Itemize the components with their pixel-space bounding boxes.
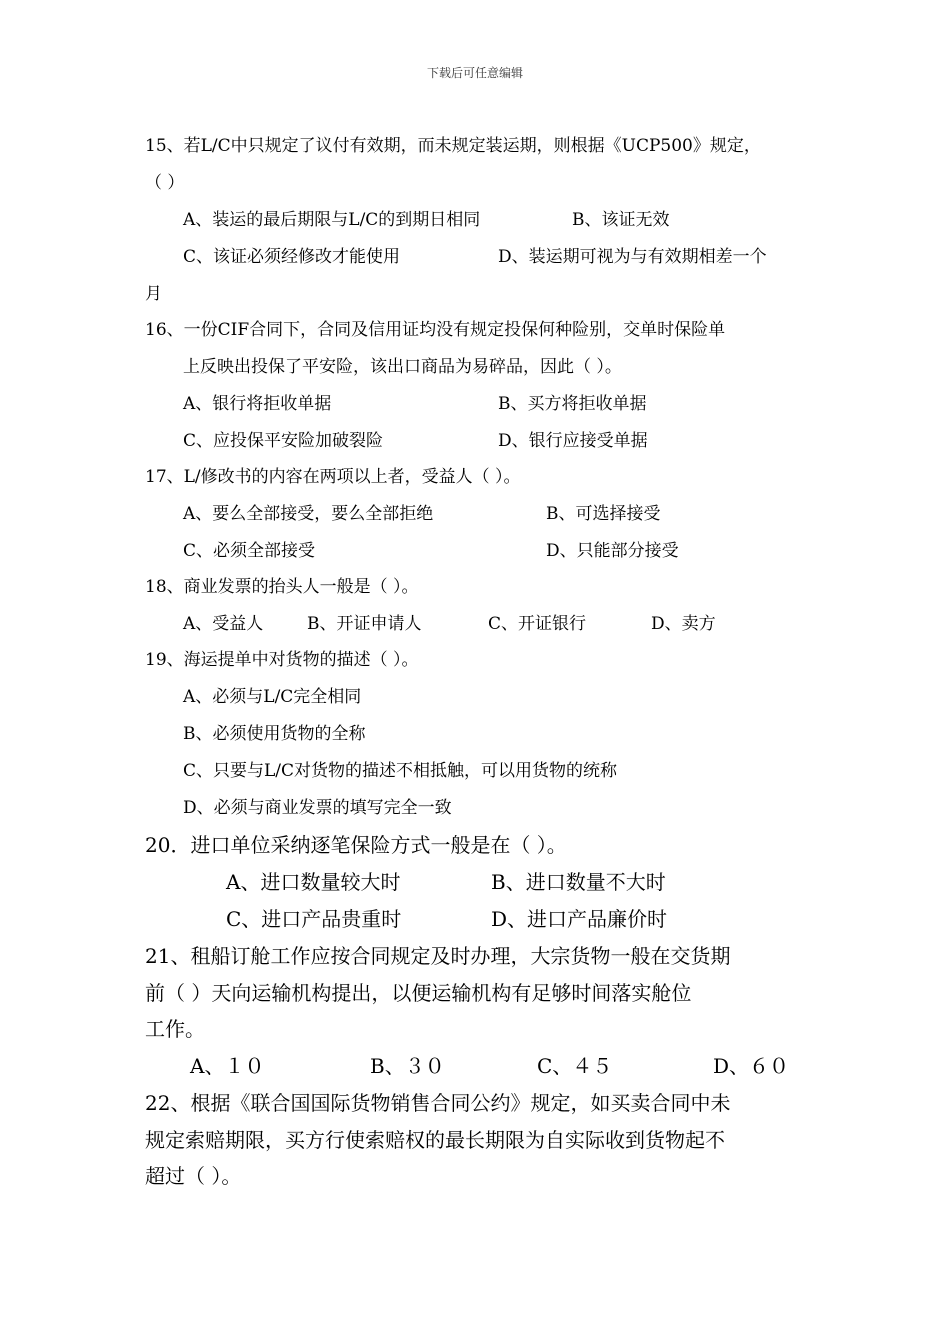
- question-16-option-d: D、银行应接受单据: [498, 431, 648, 451]
- question-22-stem-3: 超过（ ）。: [145, 1164, 242, 1188]
- question-16-stem-2: 上反映出投保了平安险，该出口商品为易碎品，因此（ ）。: [183, 357, 622, 377]
- question-19-stem: 19、海运提单中对货物的描述（ ）。: [145, 650, 419, 670]
- question-21-stem-1: 21、租船订舱工作应按合同规定及时办理，大宗货物一般在交货期: [145, 944, 731, 968]
- question-19-option-a: A、必须与L/C完全相同: [183, 687, 362, 707]
- question-16-option-a: A、银行将拒收单据: [183, 394, 332, 414]
- question-20-option-a: A、进口数量较大时: [226, 870, 401, 894]
- question-17-option-b: B、可选择接受: [546, 504, 661, 524]
- question-21-option-b: B、３０: [370, 1054, 445, 1078]
- question-15-option-c: C、该证必须经修改才能使用: [183, 247, 401, 267]
- question-15-option-a: A、装运的最后期限与L/C的到期日相同: [183, 210, 481, 230]
- question-20-stem: 20．进口单位采纳逐笔保险方式一般是在（ ）。: [145, 833, 567, 857]
- question-15-option-d: D、装运期可视为与有效期相差一个: [498, 247, 767, 267]
- question-18-option-a: A、受益人: [183, 614, 264, 634]
- question-19-option-c: C、只要与L/C对货物的描述不相抵触，可以用货物的统称: [183, 761, 618, 781]
- question-16-option-c: C、应投保平安险加破裂险: [183, 431, 384, 451]
- question-20-option-c: C、进口产品贵重时: [226, 907, 402, 931]
- question-21-option-a: A、１０: [190, 1054, 265, 1078]
- question-16-option-b: B、买方将拒收单据: [498, 394, 647, 414]
- question-15-stem-1: 15、若L/C中只规定了议付有效期，而未规定装运期，则根据《UCP500》规定，: [145, 136, 761, 156]
- question-21-stem-3: 工作。: [145, 1017, 205, 1041]
- question-18-stem: 18、商业发票的抬头人一般是（ ）。: [145, 577, 419, 597]
- question-15-option-b: B、该证无效: [572, 210, 670, 230]
- question-15-option-d-cont: 月: [145, 284, 162, 304]
- question-17-stem: 17、L/修改书的内容在两项以上者，受益人（ ）。: [145, 467, 521, 487]
- question-18-option-b: B、开证申请人: [307, 614, 422, 634]
- question-22-stem-2: 规定索赔期限，买方行使索赔权的最长期限为自实际收到货物起不: [145, 1128, 725, 1152]
- question-18-option-d: D、卖方: [651, 614, 716, 634]
- question-17-option-d: D、只能部分接受: [546, 541, 679, 561]
- question-20-option-d: D、进口产品廉价时: [491, 907, 668, 931]
- question-20-option-b: B、进口数量不大时: [491, 870, 666, 894]
- question-21-stem-2: 前（ ）天向运输机构提出，以便运输机构有足够时间落实舱位: [145, 981, 692, 1005]
- question-19-option-d: D、必须与商业发票的填写完全一致: [183, 798, 452, 818]
- question-19-option-b: B、必须使用货物的全称: [183, 724, 366, 744]
- question-18-option-c: C、开证银行: [488, 614, 587, 634]
- question-15-stem-2: （ ）: [145, 173, 185, 193]
- question-21-option-c: C、４５: [537, 1054, 613, 1078]
- question-17-option-c: C、必须全部接受: [183, 541, 316, 561]
- question-22-stem-1: 22、根据《联合国国际货物销售合同公约》规定，如买卖合同中未: [145, 1091, 731, 1115]
- question-21-option-d: D、６０: [713, 1054, 790, 1078]
- page-header: 下载后可任意编辑: [426, 66, 523, 80]
- question-16-stem-1: 16、一份CIF合同下，合同及信用证均没有规定投保何种险别，交单时保险单: [145, 320, 726, 340]
- question-17-option-a: A、要么全部接受，要么全部拒绝: [183, 504, 434, 524]
